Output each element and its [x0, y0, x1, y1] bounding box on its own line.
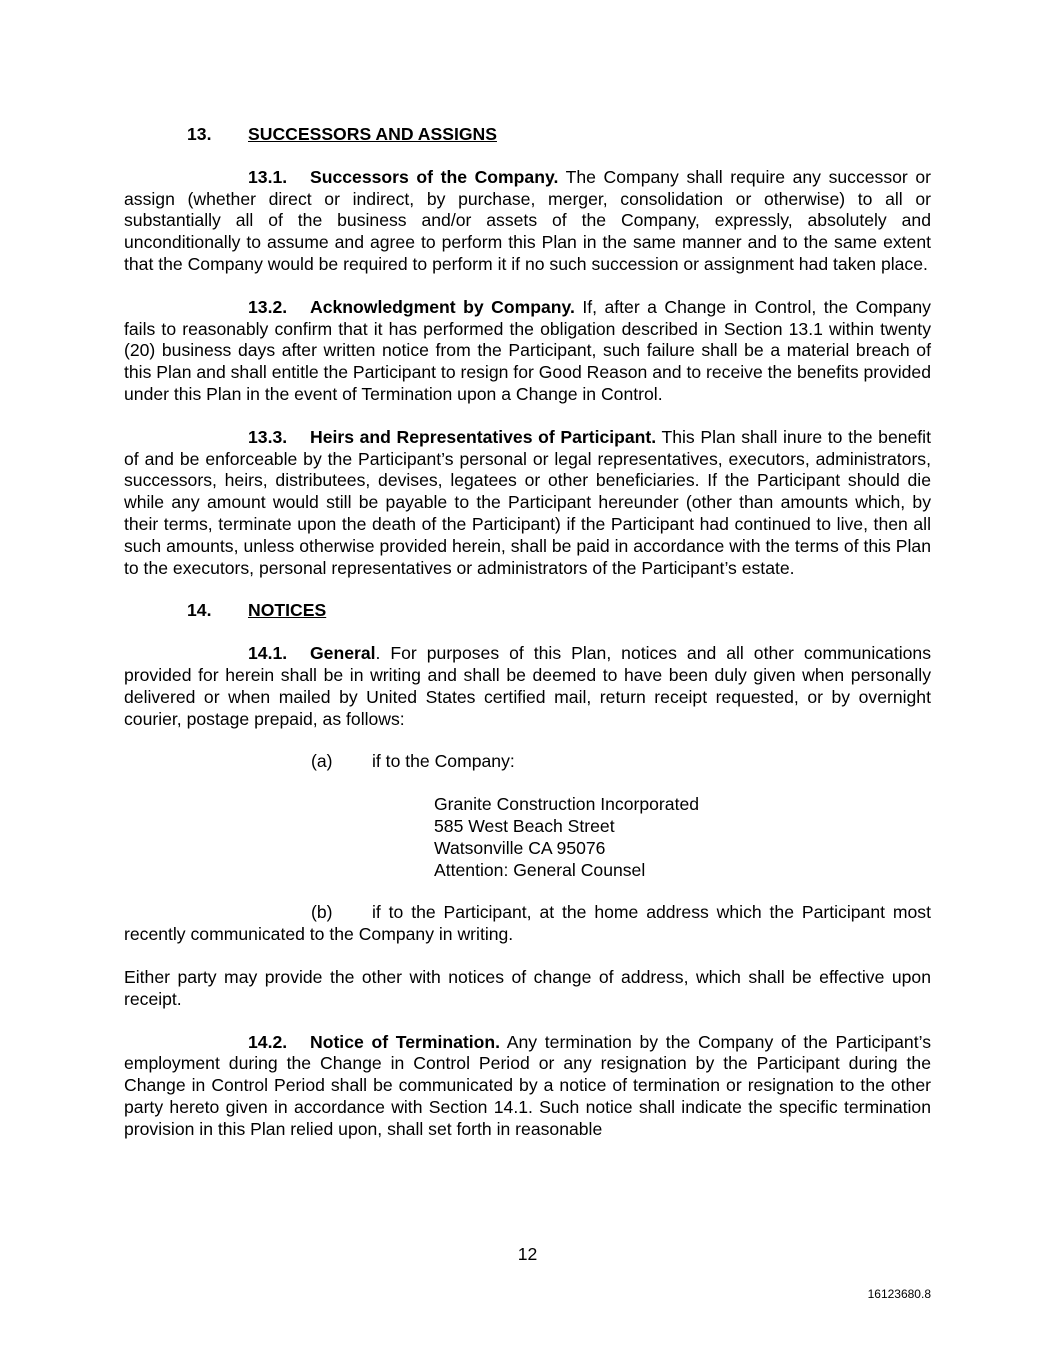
section-title: SUCCESSORS AND ASSIGNS: [248, 124, 497, 144]
company-address: [124, 794, 931, 881]
item-text: if to the Company:: [372, 751, 515, 772]
either-party-paragraph: Either party may provide the other with notices of change of address, which shall be effective upon receipt.: [124, 966, 931, 1009]
section-14-heading: [124, 600, 931, 622]
subsection-number: 13.2.: [248, 296, 288, 317]
item-text: if to the Participant, at the home address which the Participant most recently communicated to the Company in writing.: [124, 902, 931, 945]
item-label: (b): [311, 902, 333, 923]
section-13-2-paragraph: [124, 297, 931, 406]
subsection-title: Notice of Termination.: [310, 1031, 501, 1052]
paragraph-text: . For purposes of this Plan, notices and all other communications provided for herein shall be in writing and shall be deemed to have been duly given when personally delivered or when mailed by United States certified mail, return receipt requested, or by overnight courier, postage prepaid, as follows:: [124, 643, 931, 729]
section-14-2-paragraph: [124, 1032, 931, 1141]
section-title: NOTICES: [248, 600, 327, 621]
subsection-number: 13.1.: [248, 166, 288, 187]
subsection-number: 14.2.: [248, 1031, 288, 1052]
section-13-1-paragraph: [124, 167, 931, 276]
notice-item-a: [124, 751, 931, 773]
subsection-title: General: [310, 643, 376, 664]
subsection-title: Acknowledgment by Company.: [310, 296, 575, 317]
address-line-attention: Attention: General Counsel: [434, 859, 646, 880]
paragraph-text: This Plan shall inure to the benefit of and be enforceable by the Participant’s personal or legal representatives, executors, administrators, successors, heirs, distributees, devises, legatees or other beneficiaries. If the Participant should die while any amount would still be payable to the Participant hereunder (other than amounts which, by their terms, terminate upon the death of the Participant) if the Participant had continued to live, then all such amounts, unless otherwise provided herein, shall be paid in accordance with the terms of this Plan to the executors, personal representatives or administrators of the Participant’s estate.: [124, 426, 931, 578]
subsection-title: Successors of the Company.: [310, 166, 559, 187]
section-13-3-paragraph: [124, 427, 931, 580]
paragraph-text: If, after a Change in Control, the Company fails to reasonably confirm that it has performed the obligation described in Section 13.1 within twenty (20) business days after written notice from the Participant, such failure shall be a material breach of this Plan and shall entitle the Participant to resign for Good Reason and to receive the benefits provided under this Plan in the event of Termination upon a Change in Control.: [124, 296, 931, 404]
section-number: 13.: [187, 124, 212, 144]
section-number: 14.: [187, 600, 212, 621]
address-line-city: Watsonville CA 95076: [434, 837, 606, 858]
document-body: [124, 124, 931, 1161]
document-id: 16123680.8: [867, 1287, 931, 1301]
paragraph-text: Any termination by the Company of the Participant’s employment during the Change in Control Period or any resignation by the Participant during the Change in Control Period shall be communicated by a notice of termination or resignation to the other party hereto given in accordance with Section 14.1. Such notice shall indicate the specific termination provision in this Plan relied upon, shall set forth in reasonable: [124, 1031, 931, 1139]
page-number: 12: [517, 1244, 538, 1264]
address-line-street: 585 West Beach Street: [434, 815, 615, 836]
item-label: (a): [311, 751, 333, 772]
address-line-company: Granite Construction Incorporated: [434, 794, 700, 815]
paragraph-text: The Company shall require any successor or assign (whether direct or indirect, by purchase, merger, consolidation or otherwise) to all or substantially all of the business and/or assets of the Company, expressly, absolutely and unconditionally to assume and agree to perform this Plan in the same manner and to the same extent that the Company would be required to perform it if no such succession or assignment had taken place.: [124, 166, 932, 274]
section-14-1-paragraph: [124, 643, 931, 730]
subsection-title: Heirs and Representatives of Participant.: [310, 426, 657, 447]
subsection-number: 13.3.: [248, 426, 288, 447]
subsection-number: 14.1.: [248, 643, 288, 664]
section-13-heading: [124, 124, 931, 146]
notice-item-b: [124, 902, 931, 946]
